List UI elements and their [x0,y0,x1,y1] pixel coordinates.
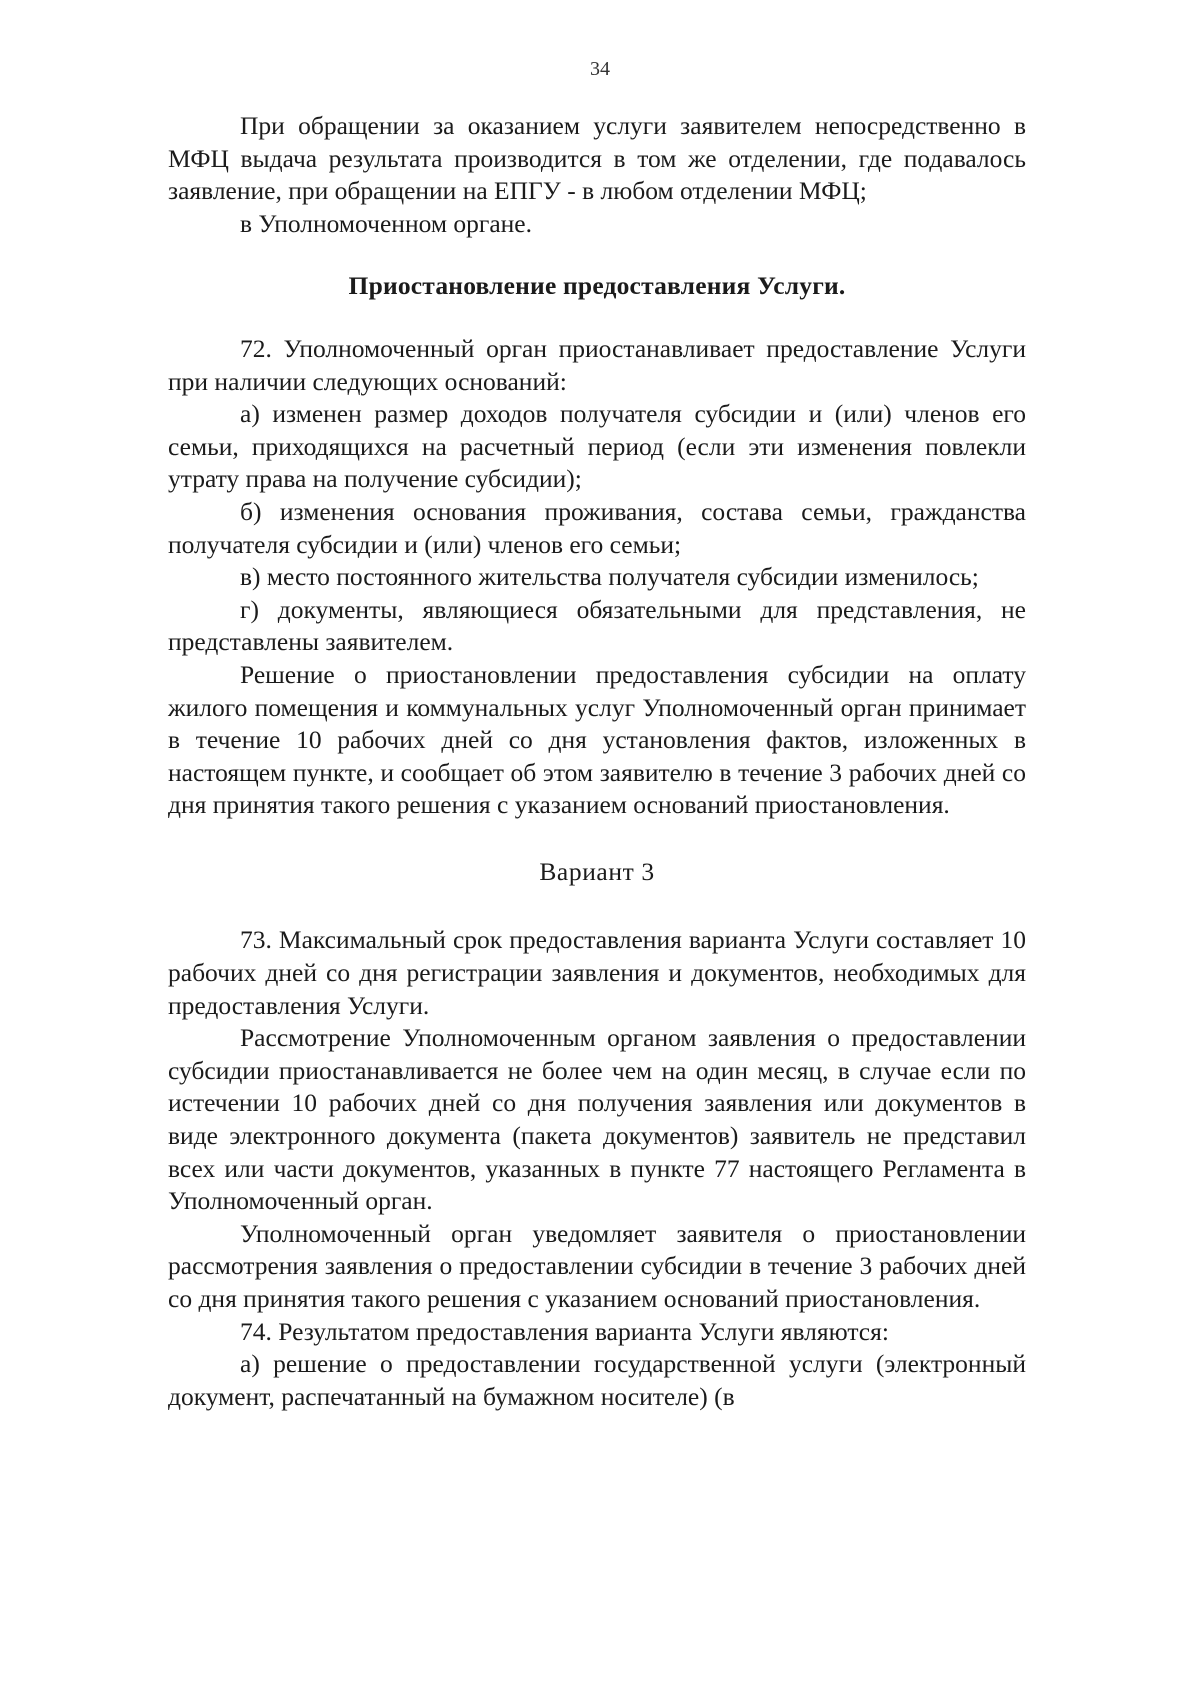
paragraph-mfc-result: При обращении за оказанием услуги заявителем непосредственно в МФЦ выдача результата производится в том же отделении, где подавалось заявление, при обращении на ЕПГУ - в любом отделении МФЦ; [168,111,1026,206]
document-body [168,110,1026,1413]
paragraph-notification: Уполномоченный орган уведомляет заявителя о приостановлении рассмотрения заявления о предоставлении субсидии в течение 3 рабочих дней со дня принятия такого решения с указанием оснований приостановления. [168,1218,1026,1313]
page-number: 34 [590,58,610,80]
list-item-v: в) место постоянного жительства получателя субсидии изменилось; [240,562,979,592]
list-item-a: а) изменен размер доходов получателя субсидии и (или) членов его семьи, приходящихся на расчетный период (если эти изменения повлекли утрату права на получение субсидии); [168,399,1026,494]
section-heading-variant-3: Вариант 3 [539,856,655,886]
section-heading-suspension: Приостановление предоставления Услуги. [348,271,846,301]
list-item-b: б) изменения основания проживания, состава семьи, гражданства получателя субсидии и (или) членов его семьи; [168,496,1026,559]
paragraph-74: 74. Результатом предоставления варианта Услуги являются: [240,1316,889,1346]
paragraph-suspension-decision: Решение о приостановлении предоставления субсидии на оплату жилого помещения и коммунальных услуг Уполномоченный орган принимает в течение 10 рабочих дней со дня установления фактов, изложенных в настоящем пункте, и сообщает об этом заявителю в течение 3 рабочих дней со дня принятия такого решения с указанием оснований приостановления. [168,659,1026,820]
paragraph-authorized-body: в Уполномоченном органе. [240,208,532,238]
list-item-g: г) документы, являющиеся обязательными для представления, не представлены заявителем. [168,594,1026,657]
paragraph-review-suspension: Рассмотрение Уполномоченным органом заявления о предоставлении субсидии приостанавливается не более чем на один месяц, в случае если по истечении 10 рабочих дней со дня получения заявления или документов в виде электронного документа (пакета документов) заявитель не представил всех или части документов, указанных в пункте 77 настоящего Регламента в Уполномоченный орган. [168,1023,1026,1216]
paragraph-72: 72. Уполномоченный орган приостанавливает предоставление Услуги при наличии следующих оснований: [168,333,1026,396]
list-item-a-decision: а) решение о предоставлении государственной услуги (электронный документ, распечатанный на бумажном носителе) (в [168,1349,1026,1411]
paragraph-73: 73. Максимальный срок предоставления варианта Услуги составляет 10 рабочих дней со дня регистрации заявления и документов, необходимых для предоставления Услуги. [168,925,1026,1020]
